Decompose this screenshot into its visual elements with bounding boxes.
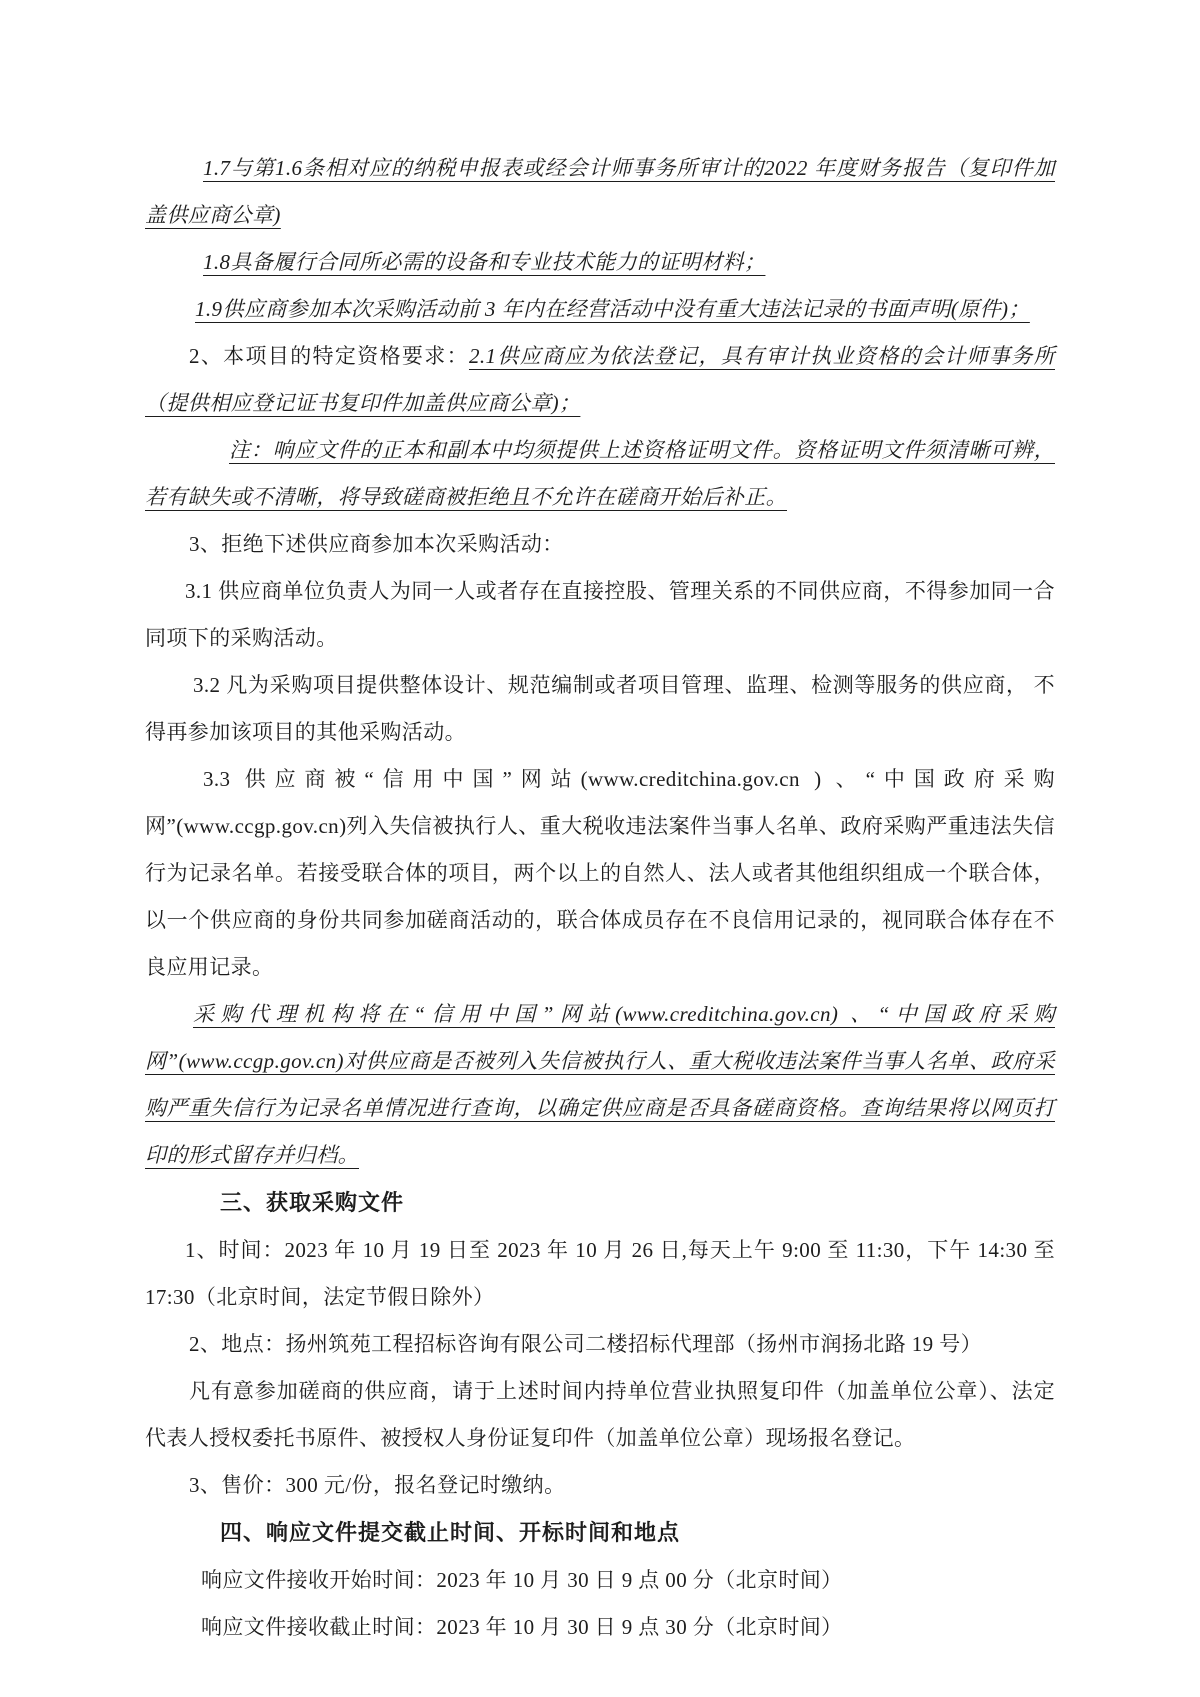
receive-start-time-text: 响应文件接收开始时间：2023 年 10 月 30 日 9 点 00 分（北京时间） (201, 1568, 843, 1592)
clause-1-8-text: 1.8具备履行合同所必需的设备和专业技术能力的证明材料； (203, 250, 766, 274)
receive-start-time (145, 1557, 1055, 1604)
agency-credit-check (145, 991, 1055, 1179)
document-price (145, 1462, 1055, 1509)
clause-2-specific-qualification-text: 2、本项目的特定资格要求： (189, 344, 469, 368)
clause-3-3 (145, 756, 1055, 991)
receive-end-time (145, 1604, 1055, 1651)
section-4-heading (145, 1509, 1055, 1557)
registration-requirements (145, 1368, 1055, 1462)
registration-requirements-text: 凡有意参加磋商的供应商，请于上述时间内持单位营业执照复印件（加盖单位公章）、法定代表人授权委托书原件、被授权人身份证复印件（加盖单位公章）现场报名登记。 (145, 1379, 1055, 1450)
clause-1-7-text: 1.7与第1.6条相对应的纳税申报表或经会计师事务所审计的2022 年度财务报告（复印件加盖供应商公章) (145, 156, 1055, 227)
document-price-text: 3、售价：300 元/份，报名登记时缴纳。 (189, 1473, 566, 1497)
section-3-heading-text: 三、获取采购文件 (220, 1190, 405, 1215)
section-3-heading (145, 1179, 1055, 1227)
clause-3-rejection (145, 521, 1055, 568)
clause-3-1 (145, 568, 1055, 662)
obtain-place-text: 2、地点：扬州筑苑工程招标咨询有限公司二楼招标代理部（扬州市润扬北路 19 号） (189, 1332, 982, 1356)
clause-3-1-text: 3.1 供应商单位负责人为同一人或者存在直接控股、管理关系的不同供应商，不得参加同一合同项下的采购活动。 (145, 579, 1055, 650)
clause-3-2-text: 3.2 凡为采购项目提供整体设计、规范编制或者项目管理、监理、检测等服务的供应商， 不得再参加该项目的其他采购活动。 (145, 673, 1055, 744)
note-qualification-documents-text: 注：响应文件的正本和副本中均须提供上述资格证明文件。资格证明文件须清晰可辨，若有缺失或不清晰，将导致磋商被拒绝且不允许在磋商开始后补正。 (145, 438, 1055, 509)
section-4-heading-text: 四、响应文件提交截止时间、开标时间和地点 (220, 1520, 681, 1545)
clause-2-specific-qualification-text: 2.1供应商应为依法登记，具有审计执业资格的会计师事务所（提供相应登记证书复印件加盖供应商公章)； (145, 344, 1055, 415)
obtain-time (145, 1227, 1055, 1321)
note-qualification-documents (145, 427, 1055, 521)
clause-3-2 (145, 662, 1055, 756)
clause-1-9-text: 1.9供应商参加本次采购活动前 3 年内在经营活动中没有重大违法记录的书面声明(原件)； (195, 297, 1030, 321)
clause-2-specific-qualification (145, 333, 1055, 427)
obtain-place (145, 1321, 1055, 1368)
agency-credit-check-text: 采购代理机构将在“信用中国”网站(www.creditchina.gov.cn) 、“中国政府采购网”(www.ccgp.gov.cn)对供应商是否被列入失信被执行人、重大税收违法案件当事人名单、政府采购严重失信行为记录名单情况进行查询，以确定供应商是否具备磋商资格。查询结果将以网页打印的形式留存并归档。 (145, 1002, 1055, 1167)
clause-3-rejection-text: 3、拒绝下述供应商参加本次采购活动： (189, 532, 564, 556)
clause-3-3-text: 3.3 供应商被“信用中国”网站(www.creditchina.gov.cn ) 、“中国政府采购网”(www.ccgp.gov.cn)列入失信被执行人、重大税收违法案件当事人名单、政府采购严重违法失信行为记录名单。若接受联合体的项目，两个以上的自然人、法人或者其他组织组成一个联合体，以一个供应商的身份共同参加磋商活动的，联合体成员存在不良信用记录的，视同联合体存在不良应用记录。 (145, 767, 1055, 979)
clause-1-8 (145, 239, 1055, 286)
obtain-time-text: 1、时间：2023 年 10 月 19 日至 2023 年 10 月 26 日,每天上午 9:00 至 11:30，下午 14:30 至 17:30（北京时间，法定节假日除外） (145, 1238, 1055, 1309)
document-body (145, 145, 1055, 1651)
clause-1-7 (145, 145, 1055, 239)
clause-1-9 (145, 286, 1055, 333)
receive-end-time-text: 响应文件接收截止时间：2023 年 10 月 30 日 9 点 30 分（北京时间） (201, 1615, 843, 1639)
